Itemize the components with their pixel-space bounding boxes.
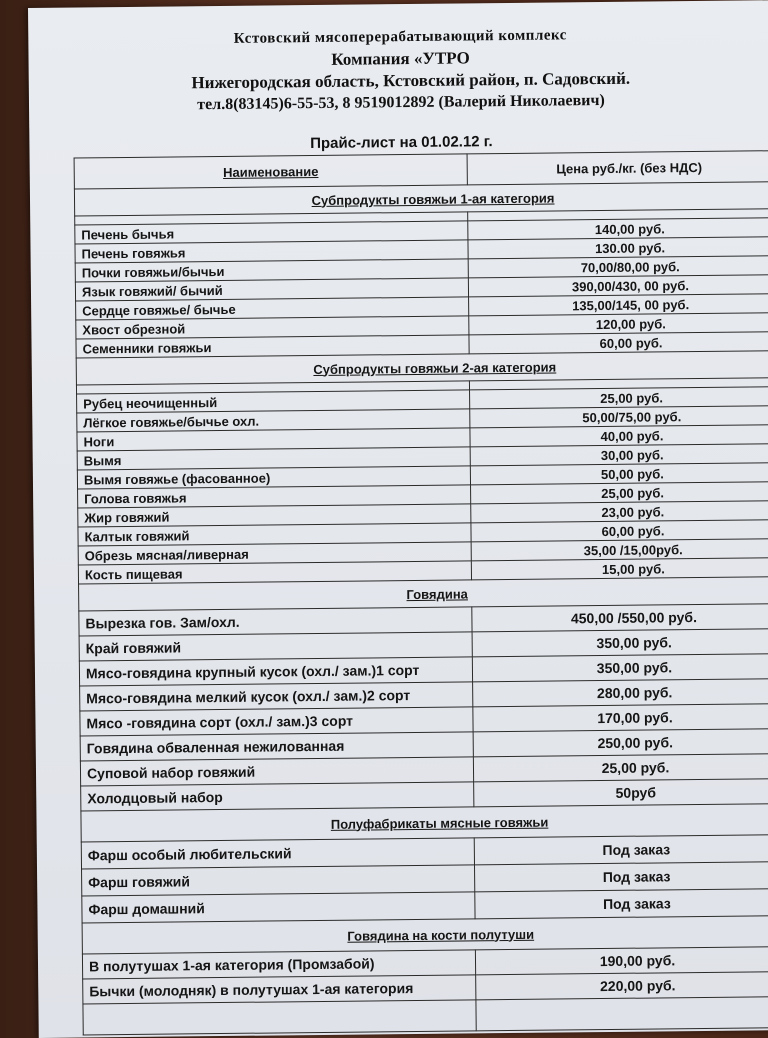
product-name: Рубец неочищенный (77, 390, 470, 413)
product-price: 70,00/80,00 руб. (468, 256, 768, 278)
product-price: 35,00 /15,00руб. (471, 538, 768, 560)
product-price: 140,00 руб. (468, 218, 768, 240)
product-price: Под заказ (474, 834, 768, 864)
section-title: Говядина на кости полутуши (82, 915, 768, 954)
product-price: 220,00 руб. (476, 971, 768, 999)
product-name: Бычки (молодняк) в полутушах 1-ая категория (83, 975, 476, 1004)
price-table (74, 150, 768, 1035)
product-price: 250,00 руб. (473, 728, 768, 756)
product-name: Обрезь мясная/ливерная (78, 542, 471, 565)
product-price: 50,00/75,00 руб. (470, 406, 768, 428)
product-name: Вымя (77, 447, 470, 470)
product-price: 30,00 руб. (470, 444, 768, 466)
product-price: 190,00 руб. (475, 946, 768, 974)
section-title: Полуфабрикаты мясные говяжьи (81, 803, 768, 842)
product-price: 390,00/430, 00 руб. (468, 275, 768, 297)
company-brand: Компания «УТРО (331, 48, 470, 69)
product-price: 23,00 руб. (471, 500, 768, 522)
company-name: Кстовский мясоперерабатывающий комплекс (233, 27, 567, 47)
product-price: 170,00 руб. (473, 703, 768, 731)
blank-cell (83, 1000, 476, 1035)
section-title: Субпродукты говяжьи 2-ая категория (76, 351, 768, 386)
product-price: 25,00 руб. (470, 387, 768, 409)
blank-row (83, 996, 768, 1035)
column-header-price: Цена руб./кг. (без НДС) (467, 151, 768, 185)
product-name: Мясо-говядина крупный кусок (охл./ зам.)1 сорт (79, 657, 472, 686)
product-price: Под заказ (475, 888, 768, 918)
product-name: Сердце говяжье/ бычье (76, 297, 469, 320)
product-price: 25,00 руб. (473, 753, 768, 781)
product-name: Фарш домашний (82, 892, 475, 923)
product-price: 120,00 руб. (469, 313, 768, 335)
product-name: Ноги (77, 428, 470, 451)
product-name: Фарш особый любительский (81, 838, 474, 869)
product-name: Голова говяжья (78, 485, 471, 508)
product-name: Почки говяжьи/бычьи (75, 259, 468, 282)
product-price: 350,00 руб. (472, 653, 768, 681)
product-name: Печень бычья (75, 221, 468, 244)
product-price: 130.00 руб. (468, 237, 768, 259)
company-phone: тел.8(83145)6-55-53, 8 9519012892 (Валерий Николаевич) (197, 91, 605, 114)
product-name: Холодцовый набор (81, 782, 474, 811)
price-list-title: Прайс-лист на 01.02.12 г. (310, 133, 493, 153)
section-title: Субпродукты говяжьи 1-ая категория (74, 182, 768, 217)
product-name: Фарш говяжий (82, 865, 475, 896)
product-name: Говядина обваленная нежилованная (80, 732, 473, 761)
product-name: Вымя говяжье (фасованное) (77, 466, 470, 489)
product-price: 450,00 /550,00 руб. (472, 603, 768, 631)
product-name: Мясо-говядина мелкий кусок (охл./ зам.)2 сорт (80, 682, 473, 711)
product-price: 60,00 руб. (469, 332, 768, 354)
blank-cell (476, 996, 768, 1030)
product-name: Калтык говяжий (78, 523, 471, 546)
company-address: Нижегородская область, Кстовский район, п. Садовский. (191, 68, 631, 93)
product-price: 280,00 руб. (473, 678, 768, 706)
product-price: 40,00 руб. (470, 425, 768, 447)
product-price: 60,00 руб. (471, 519, 768, 541)
product-name: Семенники говяжьи (76, 335, 469, 358)
product-name: Печень говяжья (75, 240, 468, 263)
product-name: Хвост обрезной (76, 316, 469, 339)
product-name: Край говяжий (79, 632, 472, 661)
product-name: Лёгкое говяжье/бычье охл. (77, 409, 470, 432)
product-name: Кость пищевая (78, 561, 471, 584)
company-header (28, 22, 768, 118)
product-name: Суповой набор говяжий (80, 757, 473, 786)
product-price: 135,00/145, 00 руб. (469, 294, 768, 316)
product-name: Мясо -говядина сорт (охл./ зам.)3 сорт (80, 707, 473, 736)
product-price: 25,00 руб. (471, 481, 768, 503)
product-name: В полутушах 1-ая категория (Промзабой) (82, 950, 475, 979)
section-title: Говядина (79, 576, 768, 611)
product-name: Язык говяжий/ бычий (75, 278, 468, 301)
column-header-name: Наименование (74, 154, 467, 189)
product-price: 350,00 руб. (472, 628, 768, 656)
product-price: 50руб (474, 778, 768, 806)
product-price: Под заказ (474, 861, 768, 891)
product-name: Вырезка гов. Зам/охл. (79, 607, 472, 636)
product-price: 15,00 руб. (471, 557, 768, 579)
product-name: Жир говяжий (78, 504, 471, 527)
price-list-sheet (28, 0, 768, 1038)
product-price: 50,00 руб. (470, 463, 768, 485)
